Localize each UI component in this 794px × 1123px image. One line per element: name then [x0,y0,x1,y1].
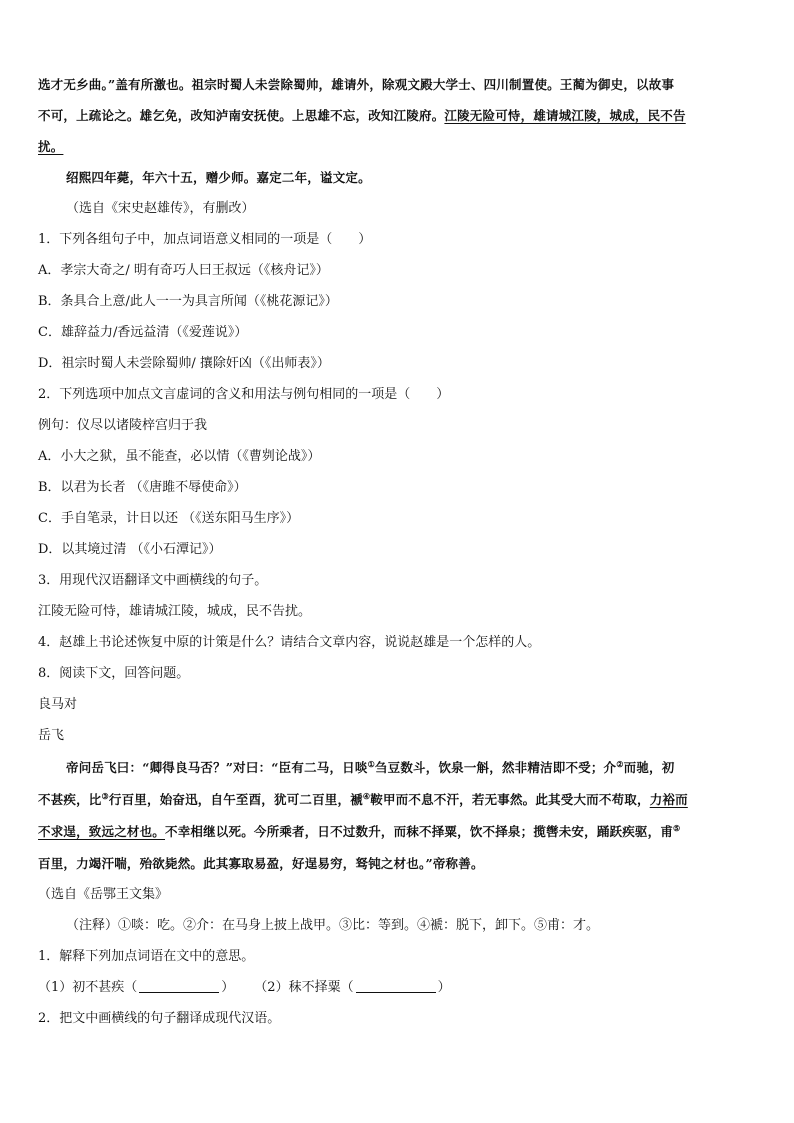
question-line: 3．用现代汉语翻译文中画横线的句子。 [38,573,268,588]
option-line: B．以君为长者 （《唐雎不辱使命》） [38,480,247,495]
source-note: （选自《岳鄂王文集》 [38,887,169,902]
passage-line [38,136,756,158]
question-line: 1．解释下列加点词语在文中的意思。 [38,949,255,964]
question-line: 1．下列各组句子中，加点词语意义相同的一项是（ ） [38,232,372,247]
annotation-notes: （注释）①啖：吃。②介：在马身上披上战甲。③比：等到。④褫：脱下，卸下。⑤甫：才。 [66,918,600,933]
passage-title: 良马对 [38,697,78,712]
question-line: 4．赵雄上书论述恢复中原的计策是什么？请结合文章内容，说说赵雄是一个怎样的人。 [38,635,541,650]
document-page [38,74,756,1030]
question-line: 8．阅读下文，回答问题。 [38,666,190,681]
footnote-marker: ② [616,758,624,769]
footnote-marker: ⑤ [673,822,681,833]
underlined-sentence: 不求逞，致远之材也。 [38,824,166,839]
passage-line: 绍熙四年薨，年六十五，赠少师。嘉定二年，谥文定。 [66,170,371,185]
passage-line: 帝问岳飞曰：“卿得良马否？”对曰：“臣有二马，日啖①刍豆数斗，饮泉一斛，然非精洁即不受；介②而驰，初 [66,758,675,775]
question-line: 2．下列选项中加点文言虚词的含义和用法与例句相同的一项是（ ） [38,387,450,402]
source-note: （选自《宋史赵雄传》，有删改） [66,201,255,216]
option-line: D．祖宗时蜀人未尝除蜀帅/ 攘除奸凶（《出师表》） [38,356,330,371]
question-line: 2．把文中画横线的句子翻译成现代汉语。 [38,1011,281,1026]
answer-blank[interactable] [139,978,219,993]
quoted-sentence: 江陵无险可恃，雄请城江陵，城成，民不告扰。 [38,604,312,619]
underlined-sentence: 扰。 [38,139,64,154]
option-line: B．条具合上意/此人一一为具言所闻（《桃花源记》） [38,294,338,309]
footnote-marker: ④ [362,790,371,801]
option-line: C．手自笔录，计日以还 （《送东阳马生序》） [38,511,300,526]
footnote-marker: ① [367,758,375,769]
footnote-marker: ③ [101,790,109,801]
passage-text: 不可，上疏论之。雄乞免，改知泸南安抚使。上思雄不忘，改知江陵府。 [38,108,445,123]
fill-blank-line: （1）初不甚疾（ ） （2）秣不择粟（ ） [38,980,451,995]
passage-line: 不求逞，致远之材也。不幸相继以死。今所乘者，日不过数升，而秣不择粟，饮不择泉；揽辔未安，踊跃疾驱，甫⑤ [38,822,681,839]
answer-blank[interactable] [356,978,436,993]
passage-line: 选才无乡曲。”盖有所激也。祖宗时蜀人未尝除蜀帅，雄请外，除观文殿大学士、四川制置使。王蔺为御史，以故事 [38,77,675,92]
option-line: C．雄辞益力/香远益清（《爱莲说》） [38,325,248,340]
passage-line [38,105,756,127]
option-line: A．孝宗大奇之/ 明有奇巧人曰王叔远（《核舟记》） [38,263,329,278]
passage-line: 百里，力竭汗喘，殆欲毙然。此其寡取易盈，好逞易穷，驽钝之材也。”帝称善。 [38,856,484,871]
underlined-sentence: 江陵无险可恃，雄请城江陵，城成，民不告 [444,108,686,123]
passage-author: 岳飞 [38,728,65,743]
underlined-sentence: 力裕而 [649,792,688,807]
option-line: A．小大之狱，虽不能查，必以情（《曹刿论战》） [38,449,321,464]
passage-line: 不甚疾，比③行百里，始奋迅，自午至酉，犹可二百里，褫④鞍甲而不息不汗，若无事然。此其受大而不苟取，力裕而 [38,790,688,807]
example-sentence: 例句：仪尽以诸陵梓宫归于我 [38,418,208,433]
option-line: D．以其境过清 （《小石潭记》） [38,542,222,557]
